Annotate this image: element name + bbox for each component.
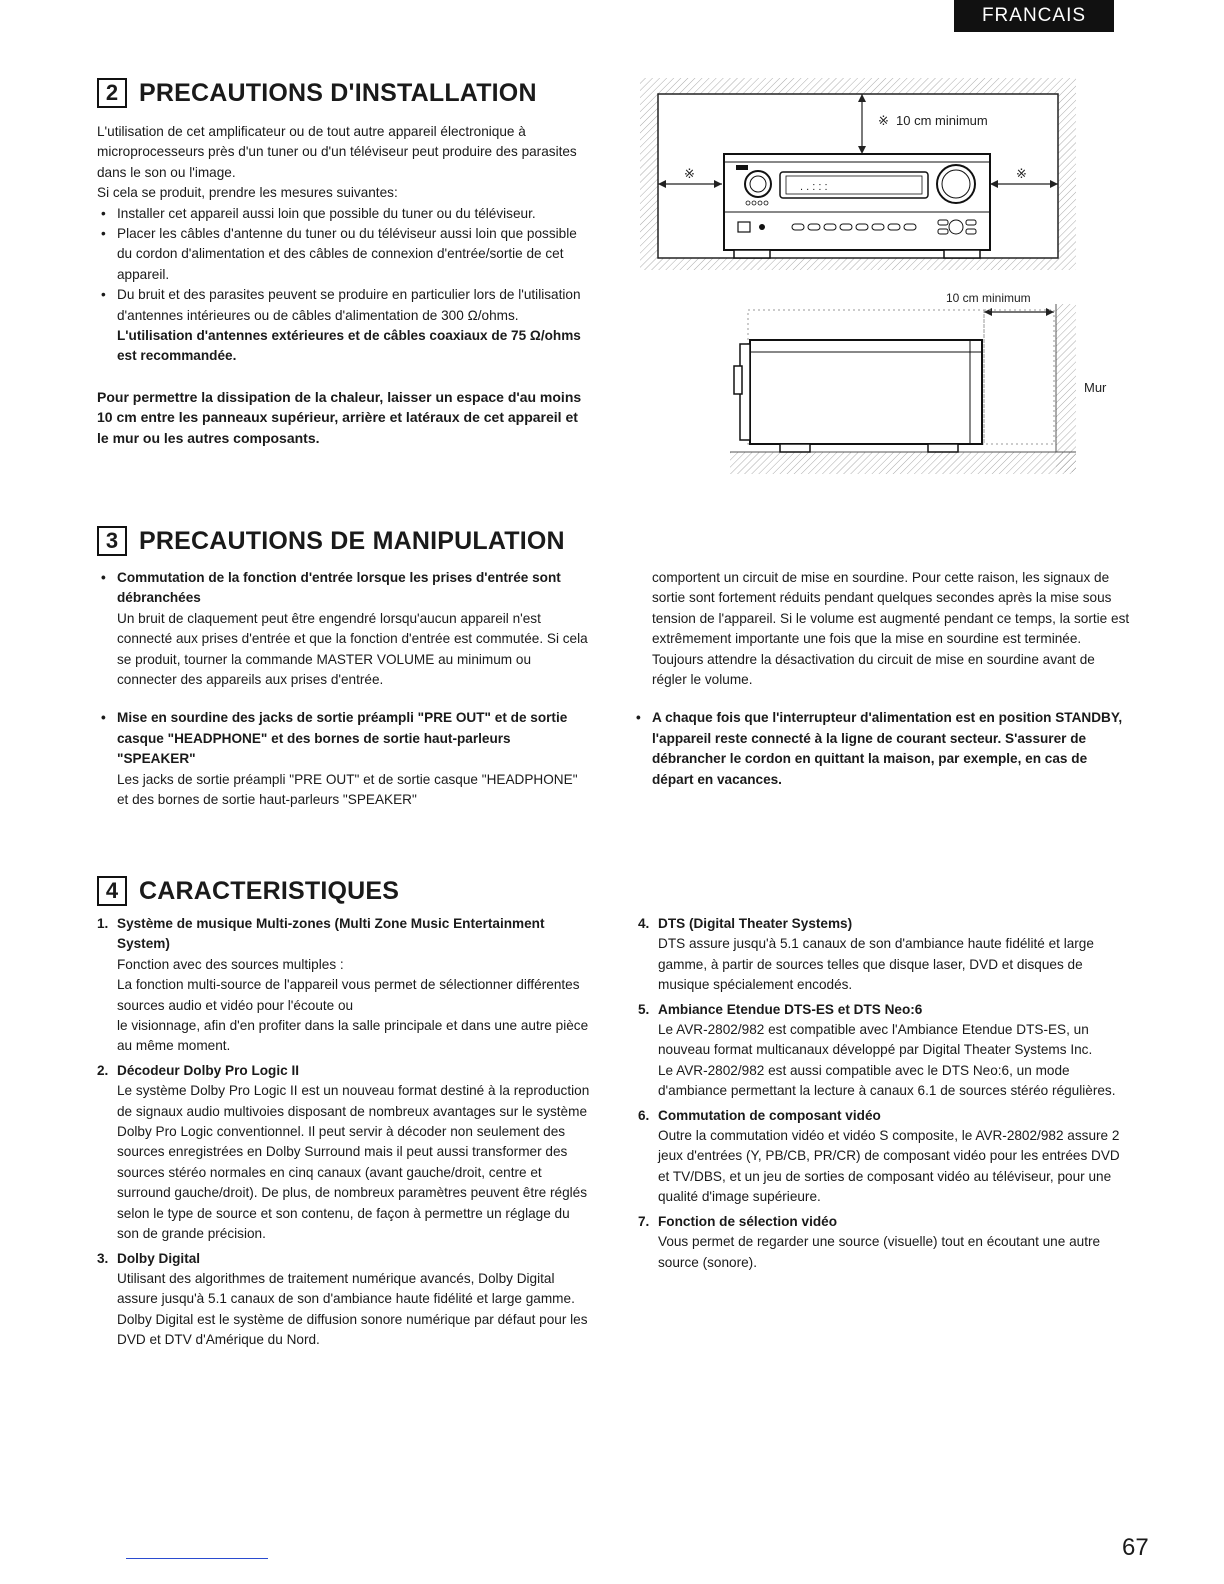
bullet-heading: • Commutation de la fonction d'entrée lorsque les prises d'entrée sont débranchées <box>97 568 590 609</box>
right-star: ※ <box>1016 166 1027 181</box>
item-body: Le AVR-2802/982 est aussi compatible avec le DTS Neo:6, un mode d'ambiance permettant la lecture à canaux 6.1 de sources stéréo régulières. <box>658 1062 1116 1099</box>
item-number: 1. <box>97 916 109 931</box>
item-body: La fonction multi-source de l'appareil vous permet de sélectionner différentes sources audio et vidéo pour l'écoute ou <box>117 977 580 1013</box>
item-number: 7. <box>638 1213 650 1229</box>
section-3-heading <box>97 526 565 556</box>
bullet-heading: • Mise en sourdine des jacks de sortie préampli "PRE OUT" et de sortie casque "HEADPHONE" et des bornes de sortie haut-parleurs "SPEAKER" <box>97 708 590 769</box>
section-2-text <box>97 122 590 448</box>
section-number: 4 <box>97 876 127 906</box>
paragraph: Si cela se produit, prendre les mesures suivantes: <box>97 185 398 201</box>
feature-item <box>638 1000 1130 1102</box>
bullet-body: Les jacks de sortie préampli "PRE OUT" et de sortie casque "HEADPHONE" et des bornes de sortie haut-parleurs "SPEAKER" <box>117 771 578 808</box>
svg-text:. . : : :: . . : : : <box>800 181 828 193</box>
item-body: le visionnage, afin d'en profiter dans la salle principale et dans une autre pièce au même moment. <box>117 1018 589 1054</box>
paragraph: L'utilisation de cet amplificateur ou de tout autre appareil électronique à microprocesseurs près d'un tuner ou d'un téléviseur peut produire des parasites dans le son ou l'image. <box>97 124 577 180</box>
item-body: Fonction avec des sources multiples : <box>117 956 344 972</box>
section-4-right-column <box>638 914 1130 1277</box>
item-heading: DTS (Digital Theater Systems) <box>658 916 853 931</box>
section-3-left-column <box>97 568 590 810</box>
item-body: Utilisant des algorithmes de traitement numérique avancés, Dolby Digital assure jusqu'à 5.1 canaux de son d'ambiance haute fidélité et large gamme. Dolby Digital est le système de diffusion sonore numérique par défaut pour les DVD et DTV d'Amérique du Nord. <box>117 1270 588 1348</box>
item-heading: Commutation de composant vidéo <box>658 1107 881 1123</box>
installation-diagram <box>630 72 1107 482</box>
item-number: 6. <box>638 1107 650 1123</box>
feature-item <box>97 1061 590 1245</box>
section-title: PRECAUTIONS DE MANIPULATION <box>139 526 565 555</box>
feature-item <box>638 914 1130 996</box>
feature-item <box>97 914 590 1057</box>
item-heading: Décodeur Dolby Pro Logic II <box>117 1062 300 1078</box>
side-clearance-label: 10 cm minimum <box>946 291 1031 305</box>
section-number: 3 <box>97 526 127 556</box>
item-heading: Fonction de sélection vidéo <box>658 1213 838 1229</box>
item-body: Le AVR-2802/982 est compatible avec l'Ambiance Etendue DTS-ES, un nouveau format multicanaux développé par Digital Theater Systems Inc. <box>658 1022 1093 1058</box>
item-number: 2. <box>97 1062 109 1078</box>
page-number: 67 <box>1122 1534 1149 1561</box>
item-heading: Dolby Digital <box>117 1250 201 1266</box>
bullet-item <box>97 285 590 367</box>
feature-item <box>638 1212 1130 1273</box>
section-4-heading <box>97 876 399 906</box>
section-number: 2 <box>97 78 127 108</box>
language-tab: FRANCAIS <box>954 0 1114 32</box>
bullet-bold-text: L'utilisation d'antennes extérieures et de câbles coaxiaux de 75 Ω/ohms est recommandée. <box>117 328 581 364</box>
side-view <box>730 291 1107 474</box>
top-star: ※ <box>878 113 889 128</box>
feature-item <box>638 1106 1130 1208</box>
item-number: 5. <box>638 1001 650 1017</box>
footer-rule <box>126 1558 268 1559</box>
item-body: Vous permet de regarder une source (visuelle) tout en écoutant une autre source (sonore). <box>658 1234 1101 1270</box>
item-number: 3. <box>97 1250 109 1266</box>
bullet-item: • Installer cet appareil aussi loin que possible du tuner ou du téléviseur. <box>97 204 590 224</box>
section-2-heading <box>97 78 537 108</box>
item-number: 4. <box>638 916 650 931</box>
top-view <box>640 78 1076 270</box>
section-3-right-column <box>652 568 1130 790</box>
item-body: Le système Dolby Pro Logic II est un nouveau format destiné à la reproduction de signaux audio multivoies disposant de nombreux avantages sur le système Dolby Pro Logic conventionnel. Il peut servir à décoder non seulement des sources enregistrées en Dolby Surround mais il peut aussi transformer des sources stéréo normales en cinq canaux (avant gauche/droit, centre et surround gauche/droit). De plus, de nombreux paramètres peuvent être réglés selon le type de source et son contenu, de façon à permettre un réglage du son de grande précision. <box>117 1083 590 1242</box>
bullet-body: Un bruit de claquement peut être engendré lorsqu'aucun appareil n'est connecté aux prises d'entrée et que la fonction d'entrée est commutée. Si cela se produit, tourner la commande MASTER VOLUME au minimum ou connecter des appareils aux prises d'entrée. <box>117 610 588 688</box>
left-star: ※ <box>684 166 695 181</box>
item-body: DTS assure jusqu'à 5.1 canaux de son d'ambiance haute fidélité et large gamme, à partir de sources telles que disque laser, DVD et disques de musique spécialement encodés. <box>658 936 1094 993</box>
bullet-text: Du bruit et des parasites peuvent se produire en particulier lors de l'utilisation d'antennes intérieures ou de câbles d'alimentation de 300 Ω/ohms. <box>117 287 581 323</box>
bullet-item: • Placer les câbles d'antenne du tuner ou du téléviseur aussi loin que possible du cordon d'alimentation et des câbles de connexion d'entrée/sortie de cet appareil. <box>97 224 590 285</box>
item-body: Outre la commutation vidéo et vidéo S composite, le AVR-2802/982 assure 2 jeux d'entrées (Y, PB/CB, PR/CR) de composant vidéo pour les entrées DVD et TV/DBS, et un jeu de sorties de composant vidéo au téléviseur, pour une qualité d'image supérieure. <box>658 1128 1120 1205</box>
item-heading: Système de musique Multi-zones (Multi Zone Music Entertainment System) <box>117 916 545 952</box>
paragraph: comportent un circuit de mise en sourdine. Pour cette raison, les signaux de sortie sont fortement réduits pendant quelques secondes après la mise sous tension de l'appareil. Si le volume est augmenté pendant ce temps, la sortie est extrêmement importante une fois que la mise en sourdine est terminée. Toujours attendre la désactivation du circuit de mise en sourdine avant de régler le volume. <box>652 570 1130 688</box>
wall-label: Mur <box>1084 380 1107 395</box>
section-4-left-column <box>97 914 590 1355</box>
item-heading: Ambiance Etendue DTS-ES et DTS Neo:6 <box>658 1001 923 1017</box>
feature-item <box>97 1249 590 1351</box>
top-clearance-label: 10 cm minimum <box>896 113 988 128</box>
heat-note: Pour permettre la dissipation de la chaleur, laisser un espace d'au moins 10 cm entre les panneaux supérieur, arrière et latéraux de cet appareil et le mur ou les autres composants. <box>97 388 582 446</box>
receiver-front <box>724 154 990 258</box>
standby-warning: • A chaque fois que l'interrupteur d'alimentation est en position STANDBY, l'appareil reste connecté à la ligne de courant secteur. S'assurer de débrancher le cordon en quittant la maison, par exemple, en cas de départ en vacances. <box>632 708 1130 790</box>
section-title: CARACTERISTIQUES <box>139 876 400 905</box>
section-title: PRECAUTIONS D'INSTALLATION <box>139 78 537 107</box>
